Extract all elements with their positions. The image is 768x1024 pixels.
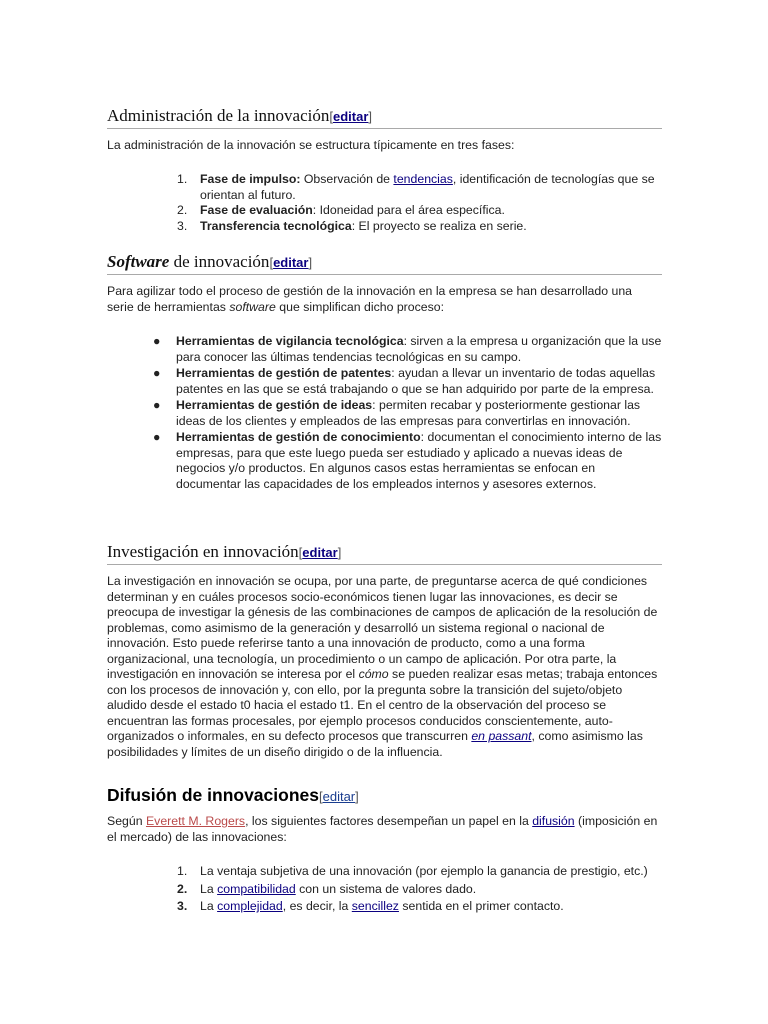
bullet-icon: ● [153,430,161,444]
section-paragraph: La investigación en innovación se ocupa, por una parte, de preguntarse acerca de qué condiciones determinan y en cuáles procesos socio-económicos tienen lugar las innovaciones, es decir se preocupa de investigar la génesis de las combinaciones de campos de aplicación de la resolución de problemas, como asimismo de la generación y desarrolló un sistema regional o nacional de innovación. Esto puede referirse tanto a una innovación de producto, como a una forma organizacional, una tecnología, un procedimiento o un campo de aplicación. Por otra parte, la investigación en innovación se interesa por el cómo se pueden realizar esas metas; trabaja entonces con los procesos de innovación y, con ello, por la pregunta sobre la transición del sujeto/objeto aludido desde el estado t0 hacia el estado t1. En el centro de la observación del proceso se encuentran las formas procesales, por ejemplo procesos conducidos conscientemente, auto-organizados o informales, en su defecto procesos que transcurren en passant, como asimismo las posibilidades y límites de un diseño dirigido o de la influencia. [107,574,658,759]
link-everett-rogers[interactable]: Everett M. Rogers [145,814,246,828]
heading-italic: Software [107,252,170,271]
section-heading-software [107,252,662,275]
list-item: ● Herramientas de gestión de patentes: ayudan a llevar un inventario de todas aquellas patentes en las que se está trabajando o que se han adquirido por parte de la empresa. [153,366,656,396]
edit-link[interactable]: editar [302,545,338,560]
link-compatibilidad[interactable]: compatibilidad [217,881,296,896]
section-intro: La administración de la innovación se estructura típicamente en tres fases: [107,138,515,152]
link-complejidad[interactable]: complejidad [217,899,283,913]
link-tendencias[interactable]: tendencias [393,172,453,186]
edit-section-link-wrapper: [editar] [269,255,313,270]
section-heading-administracion [107,106,662,129]
list-item: 1. Fase de impulso: Observación de tendencias, identificación de tecnologías que se orientan al futuro. [177,172,655,202]
section-heading-difusion [107,785,662,808]
link-difusion[interactable]: difusión [532,814,575,828]
section-intro: Para agilizar todo el proceso de gestión de la innovación en la empresa se han desarrollado una serie de herramientas software que simplifican dicho proceso: [107,284,633,314]
list-item: ● Herramientas de gestión de ideas: permiten recabar y posteriormente gestionar las ideas de los clientes y empleados de las empresas para convertirlas en innovación. [153,398,641,428]
bullet-icon: ● [153,334,161,348]
edit-section-link-wrapper: [editar] [329,109,373,124]
list-item: ● Herramientas de gestión de conocimiento: documentan el conocimiento interno de las empresas, para que este luego pueda ser estudiado y aplicado a nuevas ideas de negocios y/o productos. En algunos casos estas herramientas se enfocan en documentar las capacidades de los empleados internos y asesores externos. [153,430,662,491]
edit-section-link-wrapper: [editar] [318,789,359,804]
list-item: 1. La ventaja subjetiva de una innovación (por ejemplo la ganancia de prestigio, etc.) [177,864,648,878]
list-item: 3. La complejidad, es decir, la sencillez sentida en el primer contacto. [177,899,564,913]
factors-list [107,864,662,917]
section-heading-investigacion [107,542,662,565]
link-en-passant[interactable]: en passant [471,729,532,743]
tools-list [107,334,662,493]
list-item: 2. La compatibilidad con un sistema de valores dado. [177,881,477,896]
bullet-icon: ● [153,366,161,380]
heading-text: de innovación [169,252,270,271]
heading-text: Investigación en innovación [107,542,299,561]
link-sencillez[interactable]: sencillez [351,899,399,913]
heading-text: Administración de la innovación [107,106,330,125]
heading-text: Difusión de innovaciones [107,785,319,805]
edit-link[interactable]: editar [322,789,356,804]
edit-link[interactable]: editar [273,255,309,270]
edit-link[interactable]: editar [333,109,369,124]
list-item: ● Herramientas de vigilancia tecnológica: sirven a la empresa u organización que la use para conocer las últimas tendencias tecnológicas en su campo. [153,334,662,364]
section-intro: Según Everett M. Rogers, los siguientes factores desempeñan un papel en la difusión (imposición en el mercado) de las innovaciones: [107,814,658,844]
edit-section-link-wrapper: [editar] [298,545,342,560]
list-item: 3. Transferencia tecnológica: El proyecto se realiza en serie. [177,218,527,233]
phases-list [107,172,662,234]
bullet-icon: ● [153,398,161,412]
list-item: 2. Fase de evaluación: Idoneidad para el área específica. [177,203,505,217]
